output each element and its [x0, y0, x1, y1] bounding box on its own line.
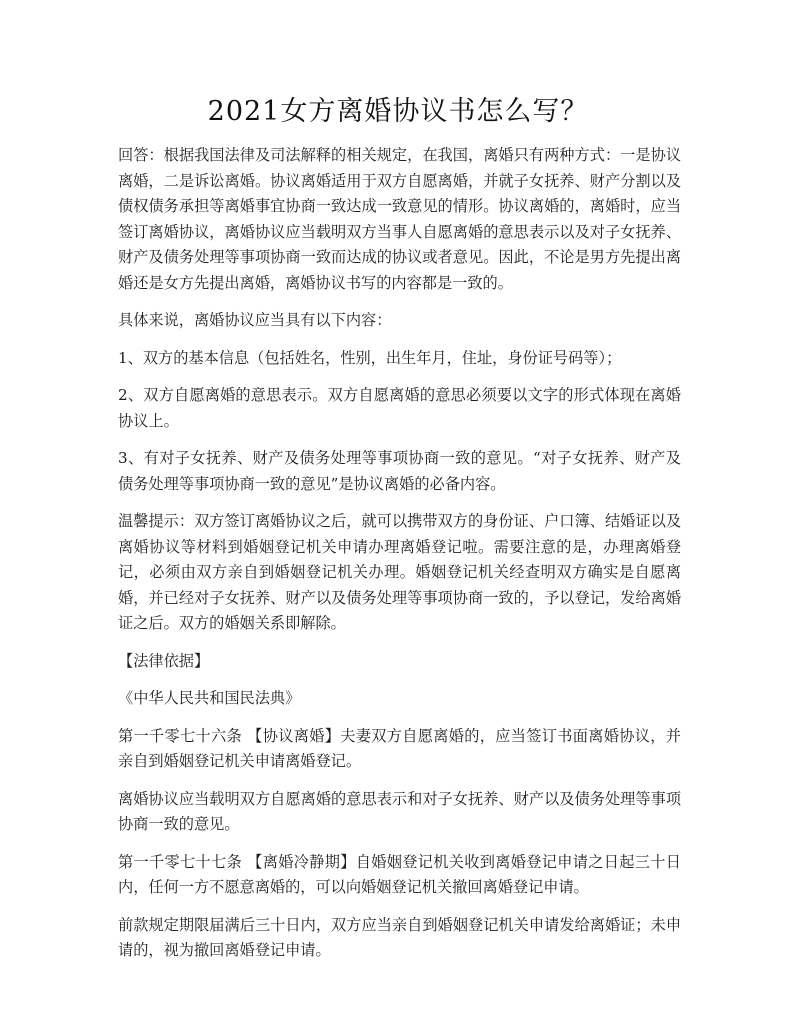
article-1076: 第一千零七十六条 【协议离婚】夫妻双方自愿离婚的，应当签订书面离婚协议，并亲自到婚姻登记机关申请离婚登记。: [118, 726, 681, 770]
answer-paragraph: 回答：根据我国法律及司法解释的相关规定，在我国，离婚只有两种方式：一是协议离婚，二是诉讼离婚。协议离婚适用于双方自愿离婚，并就子女抚养、财产分割以及债权债务承担等离婚事宜协商一致达成一致意见的情形。协议离婚的，离婚时，应当签订离婚协议，离婚协议应当载明双方当事人自愿离婚的意思表示以及对子女抚养、财产及债务处理等事项协商一致而达成的协议或者意见。因此，不论是男方先提出离婚还是女方先提出离婚，离婚协议书写的内容都是一致的。: [118, 146, 681, 292]
article-1077-clause-2: 前款规定期限届满后三十日内，双方应当亲自到婚姻登记机关申请发给离婚证；未申请的，视为撤回离婚登记申请。: [118, 915, 681, 959]
document-title: 2021女方离婚协议书怎么写？: [207, 96, 589, 127]
legal-basis-heading: 【法律依据】: [118, 651, 210, 670]
list-item-agreement: 3、有对子女抚养、财产及债务处理等事项协商一致的意见。“对子女抚养、财产及债务处理等事项协商一致的意见”是协议离婚的必备内容。: [118, 449, 681, 493]
tip-paragraph: 温馨提示：双方签订离婚协议之后，就可以携带双方的身份证、户口簿、结婚证以及离婚协议等材料到婚姻登记机关申请办理离婚登记啦。需要注意的是，办理离婚登记，必须由双方亲自到婚姻登记机关办理。婚姻登记机关经查明双方确实是自愿离婚，并已经对子女抚养、财产以及债务处理等事项协商一致的，予以登记，发给离婚证之后。双方的婚姻关系即解除。: [118, 512, 681, 632]
law-name: 《中华人民共和国民法典》: [118, 689, 301, 707]
list-item-basic-info: 1、双方的基本信息（包括姓名，性别，出生年月，住址，身份证号码等）；: [118, 348, 622, 367]
article-1076-clause-2: 离婚协议应当载明双方自愿离婚的意思表示和对子女抚养、财产以及债务处理等事项协商一致的意见。: [118, 789, 681, 833]
content-intro-paragraph: 具体来说，离婚协议应当具有以下内容：: [118, 311, 392, 329]
document-body: [118, 143, 681, 976]
article-1077: 第一千零七十七条 【离婚冷静期】自婚姻登记机关收到离婚登记申请之日起三十日内，任何一方不愿意离婚的，可以向婚姻登记机关撤回离婚登记申请。: [118, 852, 681, 896]
list-item-voluntary-intent: 2、双方自愿离婚的意思表示。双方自愿离婚的意思必须要以文字的形式体现在离婚协议上。: [118, 386, 681, 430]
